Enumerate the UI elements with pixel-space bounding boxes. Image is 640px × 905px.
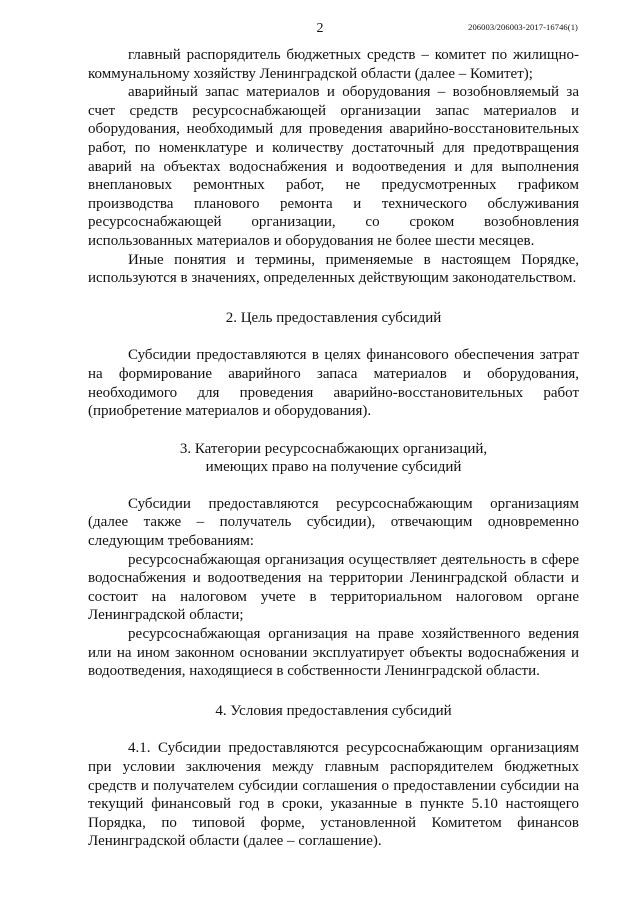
paragraph-emergency-reserve: аварийный запас материалов и оборудования – возобновляемый за счет средств ресурсоснабжающей организации запас материалов и оборудования, необходимый для проведения аварийно-восстановительных работ, по номенклатуре и количеству достаточный для предотвращения аварий на объектах водоснабжения и водоотведения и для выполнения внеплановых ремонтных работ, не предусмотренных графиком производства планового ремонта и технического обслуживания ресурсоснабжающей организации, со сроком возобновления использованных материалов и оборудования не более шести месяцев. bbox=[88, 84, 579, 249]
paragraph-other-terms: Иные понятия и термины, применяемые в настоящем Порядке, используются в значениях, определенных действующим законодательством. bbox=[88, 251, 579, 287]
paragraph-recipients: Субсидии предоставляются ресурсоснабжающим организациям (далее также – получатель субсидии), отвечающим одновременно следующим требованиям: bbox=[88, 495, 579, 550]
document-code: 206003/206003-2017-16746(1) bbox=[468, 22, 578, 32]
section-heading-3-line-1: 3. Категории ресурсоснабжающих организаций, bbox=[179, 440, 488, 457]
document-body bbox=[88, 46, 579, 851]
paragraph-requirement-1: ресурсоснабжающая организация осуществляет деятельность в сфере водоснабжения и водоотведения на территории Ленинградской области и состоит на налоговом учете в территориальном налоговом органе Ленинградской области; bbox=[88, 551, 579, 624]
paragraph-4-1: 4.1. Субсидии предоставляются ресурсоснабжающим организациям при условии заключения между главным распорядителем бюджетных средств и получателем субсидии соглашения о предоставлении субсидии на текущий финансовый год в сроки, указанные в пункте 5.10 настоящего Порядка, по типовой форме, установленной Комитетом финансов Ленинградской области (далее – соглашение). bbox=[88, 740, 579, 850]
section-heading-3 bbox=[88, 440, 579, 477]
section-heading-3-line-2: имеющих право на получение субсидий bbox=[205, 459, 462, 476]
paragraph-chief-administrator: главный распорядитель бюджетных средств – комитет по жилищно-коммунальному хозяйству Ленинградской области (далее – Комитет); bbox=[88, 47, 579, 82]
page-number: 2 bbox=[316, 21, 324, 36]
section-heading-2: 2. Цель предоставления субсидий bbox=[225, 309, 442, 326]
section-heading-4: 4. Условия предоставления субсидий bbox=[215, 702, 452, 719]
paragraph-subsidy-purpose: Субсидии предоставляются в целях финансового обеспечения затрат на формирование аварийного запаса материалов и оборудования, необходимого для проведения аварийно-восстановительных работ (приобретение материалов и оборудования). bbox=[88, 347, 579, 420]
paragraph-requirement-2: ресурсоснабжающая организация на праве хозяйственного ведения или на ином законном основании эксплуатирует объекты водоснабжения и водоотведения, находящиеся в собственности Ленинградской области. bbox=[88, 626, 579, 680]
